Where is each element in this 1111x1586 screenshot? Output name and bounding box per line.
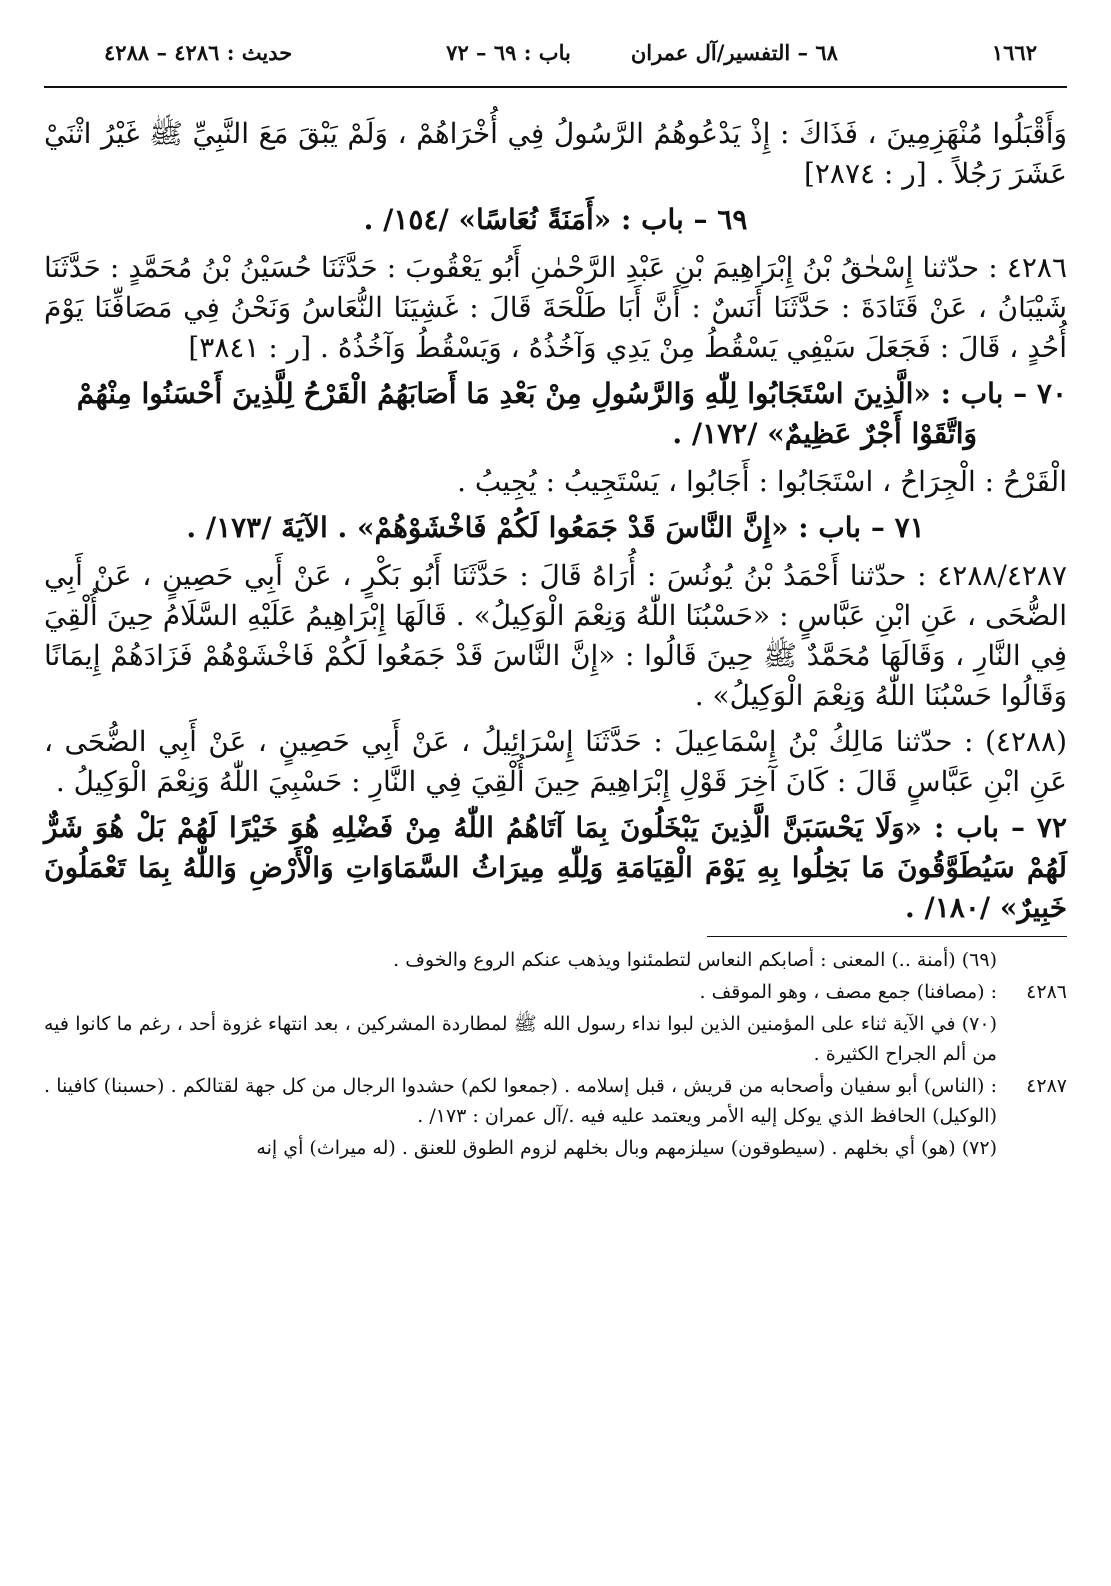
page-number: ١٦٦٢: [991, 40, 1037, 65]
cross-reference: [ر : ٣٨٤١]: [188, 331, 312, 364]
main-text: [44, 114, 1067, 1163]
footnotes: [44, 945, 1067, 1163]
chapter-heading-71: ٧١ – باب : «إِنَّ النَّاسَ قَدْ جَمَعُوا لَكُمْ فَاخْشَوْهُمْ» . الآيَةَ /١٧٣/ .: [186, 511, 925, 544]
footnote-text: : (مصافنا) جمع مصف ، وهو الموقف .: [699, 981, 997, 1003]
footnote-number: ٤٢٨٧: [1026, 1075, 1067, 1097]
chapter-heading-70: [44, 374, 1067, 454]
chapter-heading-70-line2: وَاتَّقَوْا أَجْرٌ عَظِيمٌ» /١٧٢/ .: [672, 417, 977, 450]
cross-reference: [ر : ٢٨٧٤]: [803, 157, 927, 190]
footnote-number: [997, 1133, 1067, 1163]
chapter-heading-72-text: ٧٢ – باب : «وَلَا يَحْسَبَنَّ الَّذِينَ يَبْخَلُونَ بِمَا آتَاهُمُ اللّٰهُ مِنْ فَضْلِهِ هُوَ خَيْرًا لَهُمْ بَلْ هُوَ شَرٌّ لَهُمْ سَيُطَوَّقُونَ مَا بَخِلُوا بِهِ يَوْمَ الْقِيَامَةِ وَلِلّٰهِ مِيرَاثُ السَّمَاوَاتِ وَالْأَرْضِ وَاللّٰهُ بِمَا تَعْمَلُونَ خَبِيرٌ»: [44, 811, 1067, 924]
hadith-text: ٤٢٨٦ : حدّثنا إِسْحٰقُ بْنُ إِبْرَاهِيمَ بْنِ عَبْدِ الرَّحْمٰنِ أَبُو يَعْقُوبَ : حَدَّثَنَا حُسَيْنُ بْنُ مُحَمَّدٍ : حَدَّثَنَا شَيْبَانُ ، عَنْ قَتَادَةَ : حَدَّثَنَا أَنَسٌ : أَنَّ أَبَا طَلْحَةَ قَالَ : غَشِيَنَا النُّعَاسُ وَنَحْنُ فِي مَصَافِّنَا يَوْمَ أُحُدٍ ، قَالَ : فَجَعَلَ سَيْفِي يَسْقُطُ مِنْ يَدِي وَآخُذُهُ ، وَيَسْقُطُ وَآخُذُهُ .: [44, 251, 1067, 364]
footnote-text: (٧٠) في الآية ثناء على المؤمنين الذين لبوا نداء رسول الله ﷺ لمطاردة المشركين ، بعد انتهاء غزوة أحد ، رغم ما كانوا فيه من ألم الجراح الكثيرة .: [44, 1013, 997, 1065]
footnote-number: ٤٢٨٦: [1026, 981, 1067, 1003]
paragraph-text: وَأَقْبَلُوا مُنْهَزِمِينَ ، فَذَاكَ : إِذْ يَدْعُوهُمُ الرَّسُولُ فِي أُخْرَاهُمْ ، وَلَمْ يَبْقَ مَعَ النَّبِيِّ ﷺ غَيْرُ اثْنَيْ عَشَرَ رَجُلاً .: [44, 117, 1067, 190]
chapter-heading-70-line1: ٧٠ – باب : «الَّذِينَ اسْتَجَابُوا لِلّٰهِ وَالرَّسُولِ مِنْ بَعْدِ مَا أَصَابَهُمُ الْقَرْحُ لِلَّذِينَ أَحْسَنُوا مِنْهُمْ: [76, 377, 1067, 410]
chapter-heading-69: ٦٩ – باب : «أَمَنَةً نُعَاسًا» /١٥٤/ .: [363, 203, 748, 236]
footnote-number: [997, 945, 1067, 975]
header-rule: [44, 86, 1067, 88]
bab-range: باب : ٦٩ – ٧٢: [446, 40, 571, 65]
footnote-item: [44, 945, 1067, 975]
footnote-item: [44, 1071, 1067, 1131]
footnote-text: : (الناس) أبو سفيان وأصحابه من قريش ، قبل إسلامه . (جمعوا لكم) حشدوا الرجال من كل جهة لقتالكم . (حسبنا) كافينا . (الوكيل) الحافظ الذي يوكل إليه الأمر ويعتمد عليه فيه ./آل عمران : ١٧٣/ .: [44, 1075, 997, 1127]
footnote-item: [44, 1009, 1067, 1069]
footnote-item: [44, 1133, 1067, 1163]
book-title: ٦٨ – التفسير/آل عمران: [630, 40, 838, 65]
running-header: [44, 40, 1067, 78]
footnote-rule: [707, 936, 1067, 937]
chapter-heading-72-verse: /١٨٠/ .: [905, 891, 991, 924]
footnote-number: [997, 1009, 1067, 1069]
paragraph-continuation: [44, 114, 1067, 194]
hadith-4287: ٤٢٨٨/٤٢٨٧ : حدّثنا أَحْمَدُ بْنُ يُونُسَ : أُرَاهُ قَالَ : حَدَّثَنَا أَبُو بَكْرٍ ، عَنْ أَبِي حَصِينٍ ، عَنْ أَبِي الضُّحَى ، عَنِ ابْنِ عَبَّاسٍ : «حَسْبُنَا اللّٰهُ وَنِعْمَ الْوَكِيلُ» . قَالَهَا إِبْرَاهِيمُ عَلَيْهِ السَّلَامُ حِينَ أُلْقِيَ فِي النَّارِ ، وَقَالَهَا مُحَمَّدٌ ﷺ حِينَ قَالُوا : «إِنَّ النَّاسَ قَدْ جَمَعُوا لَكُمْ فَاخْشَوْهُمْ فَزَادَهُمْ إِيمَانًا وَقَالُوا حَسْبُنَا اللّٰهُ وَنِعْمَ الْوَكِيلُ» .: [44, 559, 1067, 712]
hadith-range: حديث : ٤٢٨٦ – ٤٢٨٨: [104, 40, 293, 65]
footnote-item: [44, 977, 1067, 1007]
footnote-text: (٦٩) (أمنة ..) المعنى : أصابكم النعاس لتطمئنوا ويذهب عنكم الروع والخوف .: [393, 949, 997, 971]
footnote-text: (٧٢) (هو) أي بخلهم . (سيطوقون) سيلزمهم وبال بخلهم لزوم الطوق للعنق . (له ميراث) أي إنه: [256, 1137, 997, 1159]
hadith-4286: [44, 248, 1067, 368]
chapter-heading-72: [44, 808, 1067, 928]
header-center: [446, 40, 838, 65]
word-glossary: الْقَرْحُ : الْجِرَاحُ ، اسْتَجَابُوا : أَجَابُوا ، يَسْتَجِيبُ : يُجِيبُ .: [457, 465, 1067, 498]
hadith-4288: (٤٢٨٨) : حدّثنا مَالِكُ بْنُ إِسْمَاعِيلَ : حَدَّثَنَا إِسْرَائِيلُ ، عَنْ أَبِي حَصِينٍ ، عَنْ أَبِي الضُّحَى ، عَنِ ابْنِ عَبَّاسٍ قَالَ : كَانَ آخِرَ قَوْلِ إِبْرَاهِيمَ حِينَ أُلْقِيَ فِي النَّارِ : حَسْبِيَ اللّٰهُ وَنِعْمَ الْوَكِيلُ .: [44, 725, 1067, 798]
